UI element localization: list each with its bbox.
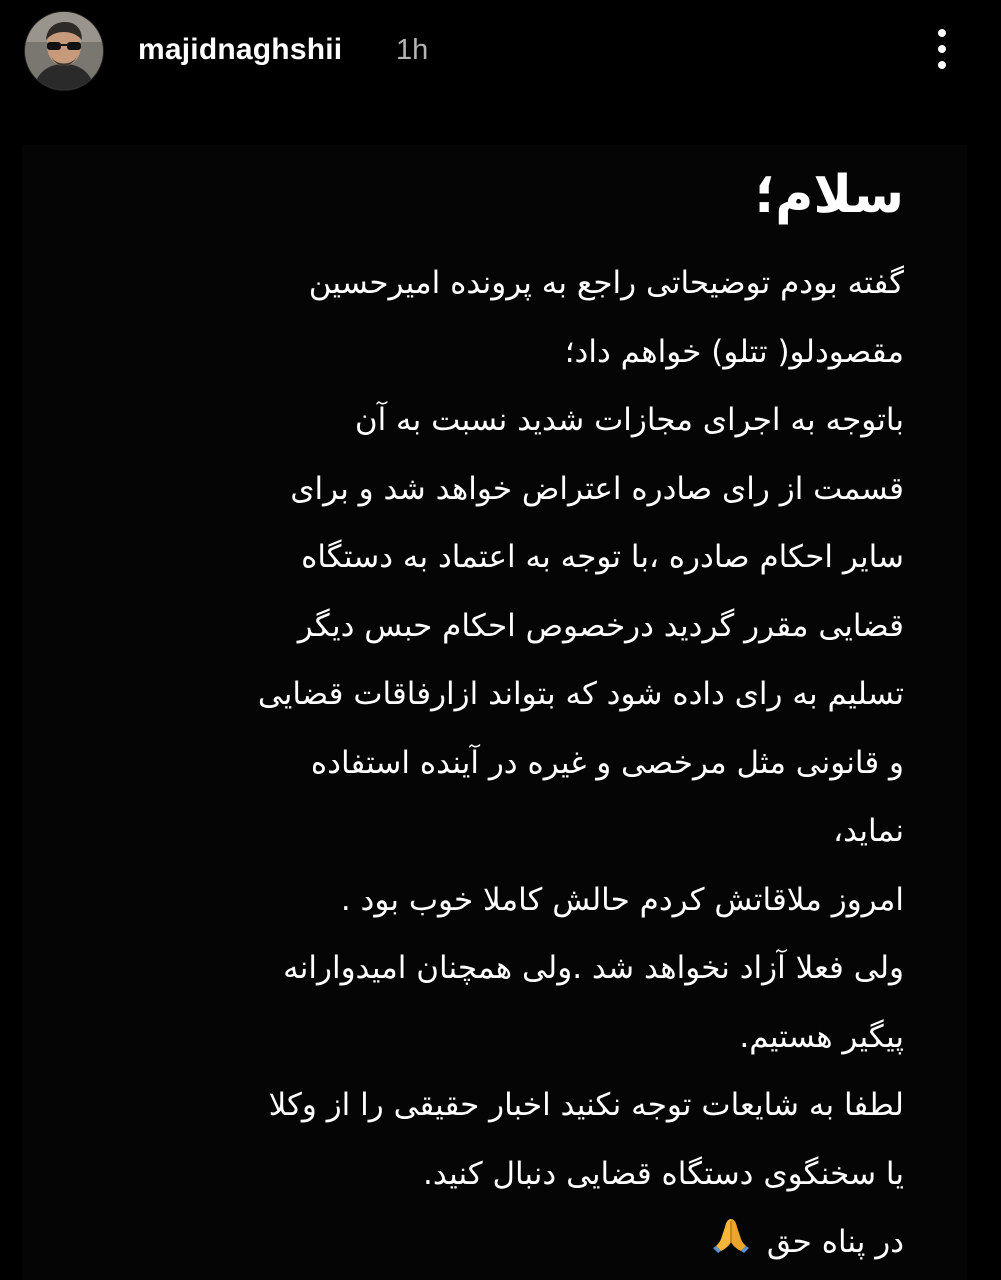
praying-hands-icon	[711, 1209, 751, 1278]
story-text-block	[82, 155, 904, 1277]
story-line: پیگیر هستیم.	[739, 1018, 904, 1055]
story-line: یا سخنگوی دستگاه قضایی دنبال کنید.	[423, 1155, 904, 1192]
greeting-heading: سلام؛	[754, 165, 904, 225]
more-vertical-icon[interactable]	[926, 26, 958, 72]
story-header	[0, 0, 1001, 110]
closing-text: در پناه حق	[766, 1224, 904, 1260]
story-line: قضایی مقرر گردید درخصوص احکام حبس دیگر	[297, 607, 904, 644]
story-line: ولی فعلا آزاد نخواهد شد .ولی همچنان امیدوارانه	[283, 950, 904, 986]
story-line: لطفا به شایعات توجه نکنید اخبار حقیقی را از وکلا	[268, 1087, 904, 1123]
closing-line	[82, 1208, 904, 1277]
story-line: قسمت از رای صادره اعتراض خواهد شد و برای	[290, 470, 904, 507]
story-line: نماید،	[833, 813, 904, 849]
story-line: تسلیم به رای داده شود که بتواند ازارفاقات قضایی	[257, 676, 904, 712]
story-line: گفته بودم توضیحاتی راجع به پرونده امیرحسین	[308, 265, 904, 301]
story-line: امروز ملاقاتش کردم حالش کاملا خوب بود .	[340, 881, 904, 918]
post-time: 1h	[396, 34, 429, 66]
story-text-card	[22, 145, 967, 1280]
story-line: و قانونی مثل مرخصی و غیره در آینده استفاده	[310, 744, 904, 781]
story-line: سایر احکام صادره ،با توجه به اعتماد به دستگاه	[301, 539, 904, 575]
username-link[interactable]: majidnaghshii	[138, 33, 343, 66]
profile-avatar[interactable]	[25, 12, 103, 90]
story-line: باتوجه به اجرای مجازات شدید نسبت به آن	[354, 402, 904, 438]
story-line: مقصودلو( تتلو) خواهم داد؛	[564, 333, 904, 370]
